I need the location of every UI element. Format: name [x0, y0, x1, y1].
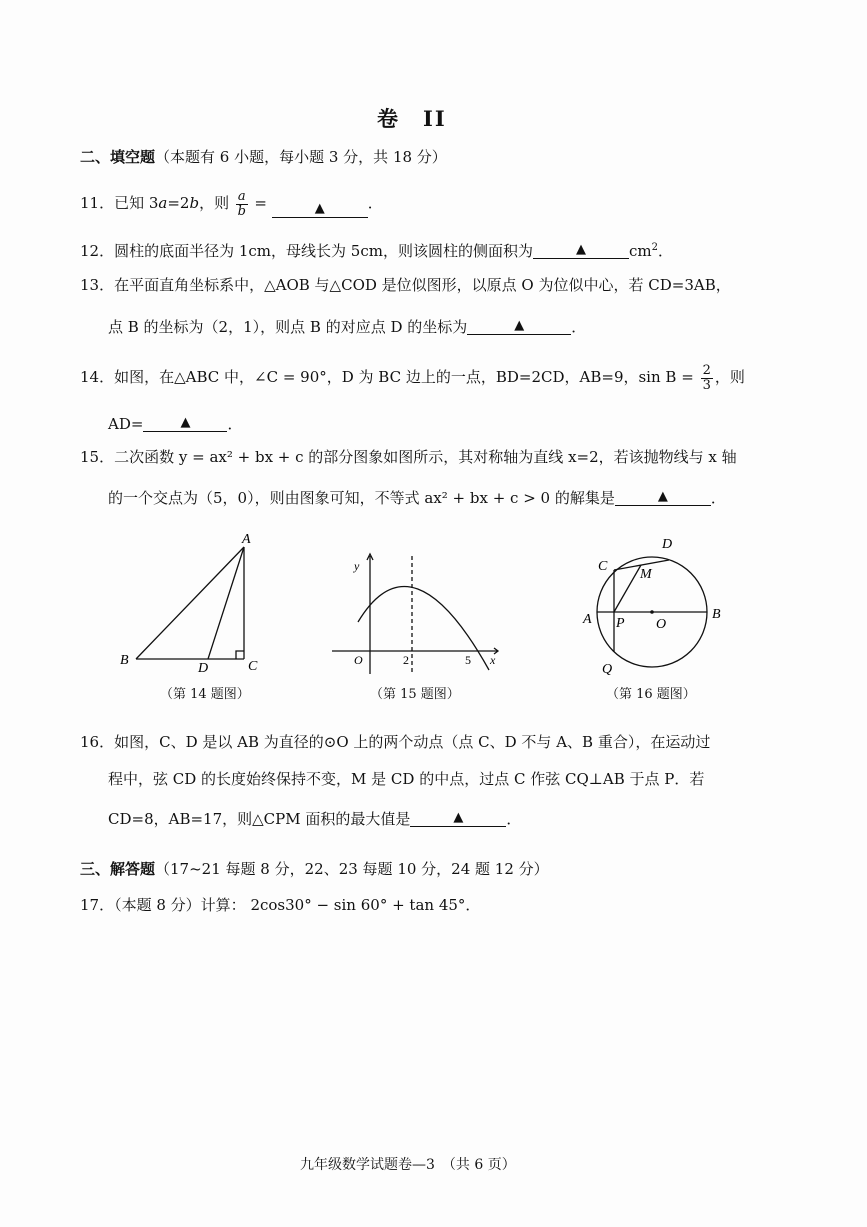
label-y: y: [354, 559, 360, 573]
answer-blank-12[interactable]: [533, 241, 629, 259]
page-footer: 九年级数学试题卷—3 （共 6 页）: [300, 1157, 516, 1173]
question-17: [80, 898, 480, 913]
label-x: x: [490, 653, 496, 667]
right-angle-mark: [236, 651, 244, 659]
question-15: [80, 450, 737, 465]
caption-figure-15: （第 15 题图）: [370, 687, 460, 702]
section-2-heading: [80, 150, 447, 165]
question-16-line3: [108, 809, 521, 827]
q11-var-a: a: [158, 194, 168, 213]
triangle-icon: ▲: [657, 489, 668, 504]
label-a: A: [242, 532, 251, 547]
label-m: M: [640, 567, 652, 582]
q13-end: ．: [571, 318, 587, 336]
question-13-line2: [108, 317, 586, 335]
question-11: [80, 190, 383, 218]
q11-end: ．: [367, 194, 383, 213]
caption-figure-16: （第 16 题图）: [606, 687, 696, 702]
q12-unit: cm: [628, 242, 652, 260]
section-3-title: 三、解答题: [80, 860, 156, 878]
q14-frac-num: 2: [702, 363, 711, 378]
section-3-note: （17~21 每题 8 分，22、23 每题 10 分，24 题 12 分）: [155, 860, 549, 878]
segment-ab: [136, 547, 244, 659]
answer-blank-16[interactable]: [410, 809, 506, 827]
q13-line2-text: 点 B 的坐标为（2，1），则点 B 的对应点 D 的坐标为: [108, 318, 468, 336]
tick-5: 5: [465, 653, 471, 667]
q12-end: ．: [657, 242, 673, 260]
answer-blank-15[interactable]: [615, 488, 711, 506]
label-d: D: [662, 537, 673, 552]
question-number: 11．: [80, 194, 115, 213]
figure-14-triangle: [110, 530, 280, 680]
label-d: D: [198, 661, 209, 676]
label-c: C: [248, 659, 258, 674]
question-number: 12．: [80, 242, 115, 260]
label-q: Q: [602, 662, 613, 677]
segment-ad: [208, 547, 244, 659]
q16-line3-text: CD=8，AB=17，则△CPM 面积的最大值是: [108, 810, 411, 828]
q14-line1b: ，则: [714, 368, 745, 387]
section-2-note: （本题有 6 小题，每小题 3 分，共 18 分）: [155, 148, 447, 166]
q14-end: ．: [227, 415, 243, 433]
q11-text-pre: 已知 3: [114, 194, 159, 213]
label-b: B: [120, 653, 129, 668]
figure-15-parabola: [326, 548, 506, 680]
label-o: O: [656, 617, 667, 632]
q14-frac-den: 3: [702, 377, 711, 393]
question-12: [80, 241, 673, 259]
question-16: [80, 735, 710, 750]
q14-fraction: [701, 364, 713, 392]
q11-text-then: ，则: [199, 194, 230, 213]
q11-frac-num: a: [237, 189, 246, 204]
question-14-line2: [108, 414, 242, 432]
answer-blank-13[interactable]: [467, 317, 571, 335]
q16-line2-text: 程中，弦 CD 的长度始终保持不变，M 是 CD 的中点，过点 C 作弦 CQ⊥AB 于点 P．若: [108, 770, 705, 788]
question-number: 16．: [80, 733, 115, 751]
q11-var-b: b: [189, 194, 200, 213]
question-16-line2: [108, 772, 704, 787]
question-number: 13．: [80, 276, 115, 294]
section-3-heading: [80, 862, 549, 877]
answer-blank-14[interactable]: [143, 414, 227, 432]
triangle-icon: ▲: [575, 242, 586, 257]
page-title: 卷 II: [377, 106, 447, 131]
q12-exponent: 2: [651, 242, 658, 253]
q16-end: ．: [506, 810, 522, 828]
figure-16-circle: [576, 530, 746, 680]
q15-end: ．: [710, 489, 726, 507]
question-15-line2: [108, 488, 726, 506]
q14-line1a: 如图，在△ABC 中，∠C = 90°，D 为 BC 边上的一点，BD=2CD，AB=9，sin B =: [114, 368, 694, 387]
q14-line2-text: AD=: [108, 415, 144, 433]
q15-line1: 二次函数 y = ax² + bx + c 的部分图象如图所示，其对称轴为直线 x=2，若该抛物线与 x 轴: [114, 448, 737, 466]
label-c: C: [598, 559, 608, 574]
q11-frac-den: b: [237, 203, 246, 219]
q11-equals: =: [249, 194, 267, 213]
q11-fraction: [236, 190, 248, 218]
question-number: 14．: [80, 368, 115, 387]
triangle-icon: ▲: [180, 415, 191, 430]
section-2-title: 二、填空题: [80, 148, 156, 166]
q12-text: 圆柱的底面半径为 1cm，母线长为 5cm，则该圆柱的侧面积为: [114, 242, 533, 260]
q17-text: （本题 8 分）计算： 2cos30° − sin 60° + tan 45°．: [114, 896, 481, 914]
label-p: P: [616, 616, 625, 631]
segment-pm: [614, 565, 641, 612]
q13-line1: 在平面直角坐标系中，△AOB 与△COD 是位似图形，以原点 O 为位似中心，若 CD=3AB，: [114, 276, 731, 294]
triangle-icon: ▲: [514, 318, 525, 333]
label-b: B: [712, 607, 721, 622]
tick-2: 2: [403, 653, 409, 667]
question-13: [80, 278, 731, 293]
q11-text-mid: =2: [167, 194, 190, 213]
question-14: [80, 364, 745, 392]
label-origin: O: [354, 653, 363, 667]
question-number: 17．: [80, 896, 115, 914]
caption-figure-14: （第 14 题图）: [160, 687, 250, 702]
triangle-icon: ▲: [453, 810, 464, 825]
q16-line1: 如图，C、D 是以 AB 为直径的⊙O 上的两个动点（点 C、D 不与 A、B 重合），在运动过: [114, 733, 711, 751]
label-a: A: [583, 612, 592, 627]
triangle-icon: ▲: [314, 201, 325, 217]
question-number: 15．: [80, 448, 115, 466]
q15-line2-text: 的一个交点为（5，0），则由图象可知，不等式 ax² + bx + c > 0 的解集是: [108, 489, 615, 507]
answer-blank-11[interactable]: [272, 200, 368, 218]
center-dot: [650, 610, 654, 614]
